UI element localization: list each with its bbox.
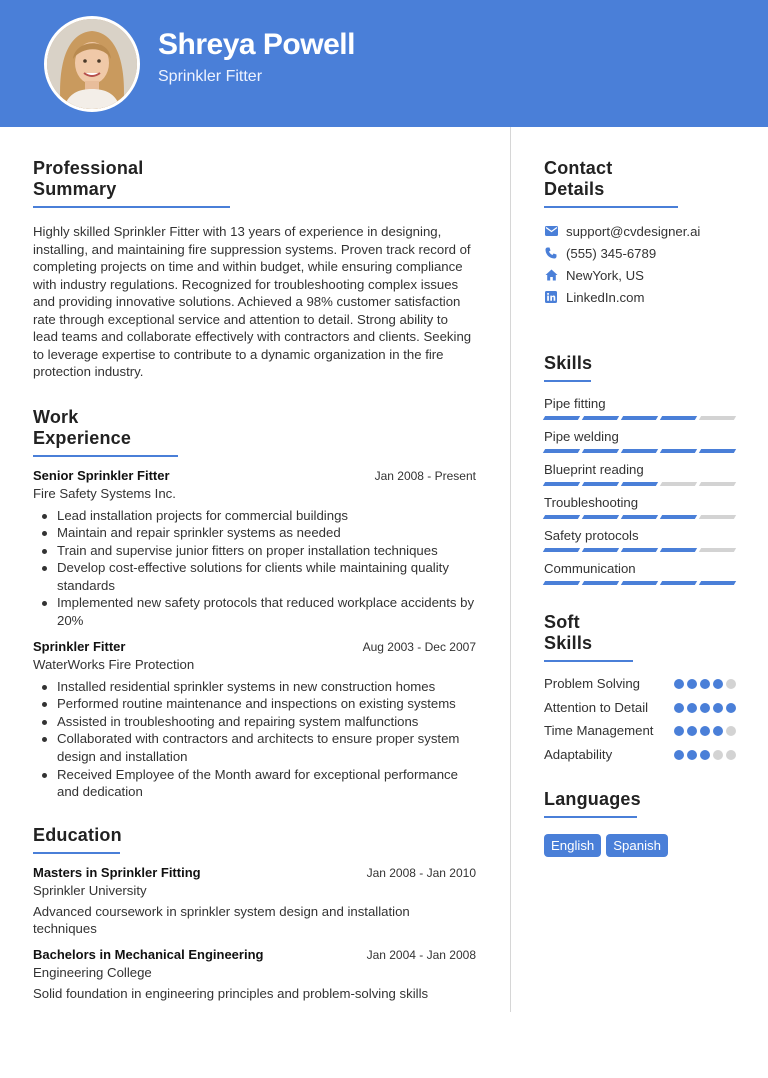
education-description: Advanced coursework in sprinkler system design and installation techniques — [33, 903, 410, 937]
skill-level-segment — [582, 416, 619, 420]
section-title-experience: Work Experience — [33, 407, 178, 457]
skill-level-bar — [544, 548, 736, 552]
rating-dot — [700, 679, 710, 689]
soft-skill-item — [544, 746, 736, 764]
section-title-soft-skills: Soft Skills — [544, 612, 633, 662]
job-bullets — [33, 678, 476, 801]
skill-item — [544, 528, 736, 552]
contact-email[interactable] — [544, 220, 736, 242]
job-date: Aug 2003 - Dec 2007 — [362, 639, 476, 654]
rating-dot — [726, 679, 736, 689]
education-description: Solid foundation in engineering principles and problem-solving skills — [33, 986, 429, 1001]
rating-dot — [713, 726, 723, 736]
languages-section — [544, 789, 736, 857]
skill-level-segment — [621, 416, 658, 420]
skill-level-segment — [582, 482, 619, 486]
contact-location — [544, 264, 736, 286]
skill-item — [544, 462, 736, 486]
soft-skill-item — [544, 675, 736, 693]
rating-dot — [700, 750, 710, 760]
job-entry — [33, 468, 476, 630]
skill-level-segment — [582, 548, 619, 552]
summary-section — [33, 158, 476, 381]
skill-level-segment — [621, 449, 658, 453]
rating-dot — [713, 703, 723, 713]
company-name: Fire Safety Systems Inc. — [33, 485, 176, 501]
skill-level-segment — [582, 515, 619, 519]
rating-dot — [687, 679, 697, 689]
list-item: Installed residential sprinkler systems in new construction homes — [33, 678, 476, 696]
soft-skill-name: Problem Solving — [544, 676, 641, 691]
skill-level-segment — [621, 548, 658, 552]
school-name: Sprinkler University — [33, 882, 147, 898]
skill-name: Troubleshooting — [544, 495, 639, 510]
skill-name: Safety protocols — [544, 528, 639, 543]
section-title-languages: Languages — [544, 789, 637, 818]
soft-skill-rating — [674, 679, 736, 689]
resume-header — [0, 0, 768, 127]
contact-section — [544, 158, 736, 308]
candidate-role: Sprinkler Fitter — [158, 68, 263, 85]
contact-location-text: NewYork, US — [566, 267, 644, 283]
skill-level-segment — [699, 482, 736, 486]
skill-item — [544, 561, 736, 585]
skill-level-segment — [543, 449, 580, 453]
skill-level-bar — [544, 416, 736, 420]
education-date: Jan 2008 - Jan 2010 — [366, 865, 476, 880]
job-entry — [33, 639, 476, 801]
education-date: Jan 2004 - Jan 2008 — [366, 948, 476, 962]
skill-level-segment — [621, 581, 658, 585]
soft-skill-rating — [674, 703, 736, 713]
rating-dot — [687, 750, 697, 760]
education-entry — [33, 865, 476, 938]
section-title-contact: Contact Details — [544, 158, 678, 208]
soft-skill-name: Adaptability — [544, 746, 613, 762]
soft-skill-item — [544, 722, 736, 740]
section-title-summary: Professional Summary — [33, 158, 230, 208]
skill-level-segment — [699, 548, 736, 552]
list-item: Train and supervise junior fitters on proper installation techniques — [33, 542, 476, 560]
skill-level-segment — [699, 416, 736, 420]
soft-skill-rating — [674, 750, 736, 760]
rating-dot — [687, 726, 697, 736]
contact-email-text: support@cvdesigner.ai — [566, 223, 701, 239]
skill-level-segment — [660, 581, 697, 585]
section-title-education: Education — [33, 825, 120, 854]
rating-dot — [674, 750, 684, 760]
soft-skill-name: Time Management — [544, 723, 654, 738]
home-icon — [544, 268, 558, 282]
skills-section — [544, 353, 736, 585]
soft-skill-rating — [674, 726, 736, 736]
list-item: Maintain and repair sprinkler systems as needed — [33, 524, 476, 542]
skill-level-segment — [543, 548, 580, 552]
list-item: Implemented new safety protocols that reduced workplace accidents by 20% — [33, 594, 476, 629]
skill-level-segment — [660, 449, 697, 453]
envelope-icon — [544, 224, 558, 238]
job-title: Senior Sprinkler Fitter — [33, 467, 170, 483]
soft-skills-list — [544, 675, 736, 763]
linkedin-icon — [544, 290, 558, 304]
experience-section — [33, 407, 476, 801]
skill-level-segment — [621, 515, 658, 519]
skill-level-segment — [699, 515, 736, 519]
rating-dot — [674, 726, 684, 736]
skill-level-segment — [543, 482, 580, 486]
skill-level-segment — [699, 449, 736, 453]
section-title-skills: Skills — [544, 353, 591, 382]
list-item: Collaborated with contractors and architects to ensure proper system design and installation — [33, 730, 476, 765]
main-column — [33, 158, 476, 1003]
soft-skill-item — [544, 699, 736, 717]
column-divider — [510, 127, 511, 1012]
skill-level-segment — [582, 449, 619, 453]
job-date: Jan 2008 - Present — [374, 468, 476, 483]
contact-phone-text: (555) 345-6789 — [566, 245, 657, 261]
job-title: Sprinkler Fitter — [33, 638, 126, 654]
skill-name: Pipe fitting — [544, 396, 606, 411]
education-section — [33, 825, 476, 1003]
skill-level-segment — [543, 515, 580, 519]
rating-dot — [674, 679, 684, 689]
languages-list — [544, 834, 736, 857]
rating-dot — [674, 703, 684, 713]
sidebar-column — [544, 158, 736, 857]
profile-photo — [44, 16, 140, 112]
skill-level-segment — [543, 581, 580, 585]
rating-dot — [726, 703, 736, 713]
list-item: Assisted in troubleshooting and repairing system malfunctions — [33, 713, 476, 731]
list-item: Develop cost-effective solutions for clients while maintaining quality standards — [33, 559, 476, 594]
skill-level-segment — [621, 482, 658, 486]
skill-level-segment — [660, 548, 697, 552]
list-item: Performed routine maintenance and inspections on existing systems — [33, 695, 476, 713]
rating-dot — [700, 726, 710, 736]
education-entry — [33, 947, 476, 1003]
degree-title: Bachelors in Mechanical Engineering — [33, 947, 264, 962]
summary-text: Highly skilled Sprinkler Fitter with 13 years of experience in designing, installing, and maintaining fire suppression systems. Proven track record of completing projects on time and within budget, while ensuring compliance with industry regulations. Recognized for troubleshooting complex issues and providing innovative solutions. Achieved a 98% customer satisfaction rate through exceptional service and attention to detail. Strong ability to lead teams and collaborate effectively with contractors and clients. Seeking to leverage expertise to contribute to a dynamic organization in the fire protection industry. — [33, 224, 472, 379]
skill-name: Pipe welding — [544, 429, 619, 444]
rating-dot — [713, 679, 723, 689]
rating-dot — [726, 726, 736, 736]
skill-level-segment — [699, 581, 736, 585]
rating-dot — [687, 703, 697, 713]
degree-title: Masters in Sprinkler Fitting — [33, 864, 201, 880]
soft-skill-name: Attention to Detail — [544, 699, 649, 715]
skill-level-segment — [582, 581, 619, 585]
skills-list — [544, 396, 736, 585]
skill-item — [544, 495, 736, 519]
company-name: WaterWorks Fire Protection — [33, 656, 195, 672]
language-badge: Spanish — [606, 834, 668, 857]
skill-level-segment — [660, 515, 697, 519]
rating-dot — [726, 750, 736, 760]
contact-linkedin-text: LinkedIn.com — [566, 289, 645, 305]
skill-name: Blueprint reading — [544, 462, 644, 477]
soft-skills-section — [544, 612, 736, 763]
skill-item — [544, 396, 736, 420]
list-item: Received Employee of the Month award for exceptional performance and dedication — [33, 766, 476, 801]
skill-level-bar — [544, 449, 736, 453]
school-name: Engineering College — [33, 965, 152, 980]
skill-item — [544, 429, 736, 453]
rating-dot — [713, 750, 723, 760]
skill-level-bar — [544, 482, 736, 486]
skill-level-segment — [543, 416, 580, 420]
job-bullets — [33, 507, 476, 630]
language-badge: English — [544, 834, 601, 857]
list-item: Lead installation projects for commercial buildings — [33, 507, 476, 525]
candidate-name: Shreya Powell — [158, 28, 355, 61]
rating-dot — [700, 703, 710, 713]
skill-name: Communication — [544, 561, 636, 576]
phone-icon — [544, 246, 558, 260]
contact-phone[interactable] — [544, 242, 736, 264]
skill-level-segment — [660, 482, 697, 486]
skill-level-segment — [660, 416, 697, 420]
contact-linkedin[interactable] — [544, 286, 736, 308]
skill-level-bar — [544, 515, 736, 519]
skill-level-bar — [544, 581, 736, 585]
